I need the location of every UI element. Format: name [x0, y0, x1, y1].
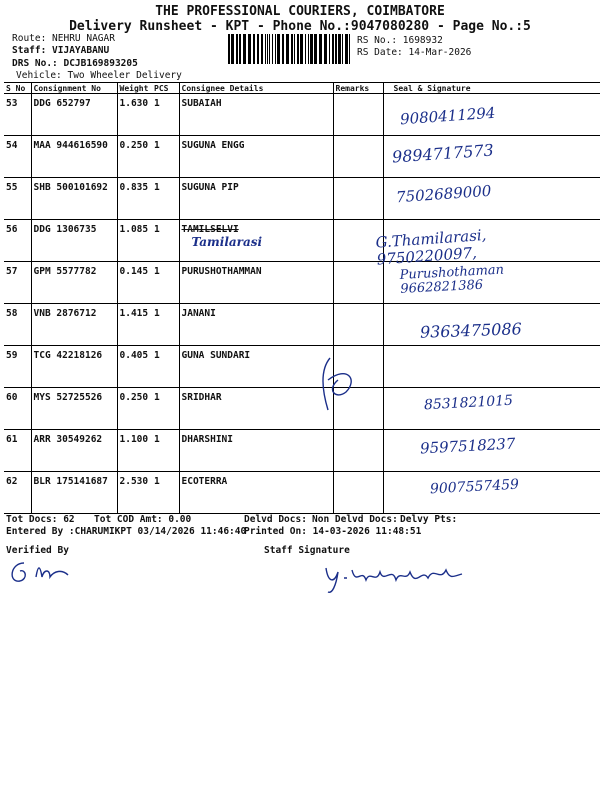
row-pcs-text: 1 — [154, 140, 160, 151]
row-consignment-no-text: MAA 944616590 — [33, 140, 108, 151]
row-pcs-text: 1 — [154, 392, 160, 403]
handwritten-signature-entry: 9007557459 — [429, 476, 520, 498]
row-sno-text: 61 — [6, 434, 18, 445]
col-consignee: Consignee Details — [179, 83, 333, 94]
drs-number: DRS No.: DCJB169893205 — [12, 58, 138, 69]
row-sno — [4, 430, 31, 472]
row-consignee-text: GUNA SUNDARI — [181, 350, 251, 361]
staff-label: Staff: VIJAYABANU — [12, 45, 110, 56]
row-pcs-text: 1 — [154, 308, 160, 319]
row-pcs — [152, 388, 179, 430]
verifier-signature-icon — [6, 555, 76, 590]
row-consignment-no-text: BLR 175141687 — [33, 476, 108, 487]
row-consignment-no — [31, 220, 117, 262]
row-consignment-no-text: SHB 500101692 — [33, 182, 108, 193]
row-consignee-text: SUBAIAH — [181, 98, 222, 109]
row-weight — [117, 136, 152, 178]
row-weight — [117, 262, 152, 304]
row-consignee-text: ECOTERRA — [181, 476, 228, 487]
row-consignment-no — [31, 262, 117, 304]
row-consignee-text: SUGUNA PIP — [181, 182, 239, 193]
row-pcs — [152, 430, 179, 472]
row-weight-text: 1.085 — [119, 224, 149, 235]
row-consignee-text: JANANI — [181, 308, 216, 319]
row-pcs — [152, 220, 179, 262]
row-remarks — [333, 472, 383, 514]
row-pcs — [152, 346, 179, 388]
row-consignee-text: PURUSHOTHAMMAN — [181, 266, 262, 277]
row-consignee — [179, 220, 333, 262]
handwritten-signature-entry: 9080411294 — [399, 103, 496, 129]
row-sno — [4, 346, 31, 388]
col-sno: S No — [4, 83, 31, 94]
row-consignee — [179, 388, 333, 430]
table-row — [4, 346, 600, 388]
row-weight-text: 1.415 — [119, 308, 149, 319]
tot-cod-amount: Tot COD Amt: 0.00 — [94, 514, 192, 525]
printed-on: Printed On: 14-03-2026 11:48:51 — [244, 526, 422, 537]
row-pcs — [152, 472, 179, 514]
row-consignee — [179, 94, 333, 136]
row-remarks — [333, 262, 383, 304]
table-header-row — [4, 83, 600, 94]
tot-docs: Tot Docs: 62 — [6, 514, 75, 525]
row-remarks — [333, 178, 383, 220]
row-weight — [117, 430, 152, 472]
row-sno-text: 59 — [6, 350, 18, 361]
row-sno — [4, 472, 31, 514]
row-seal-signature — [383, 346, 600, 388]
row-sno — [4, 178, 31, 220]
row-pcs — [152, 262, 179, 304]
row-consignment-no — [31, 178, 117, 220]
row-weight-text: 0.405 — [119, 350, 149, 361]
row-consignee — [179, 178, 333, 220]
row-pcs — [152, 94, 179, 136]
row-weight — [117, 388, 152, 430]
row-sno-text: 55 — [6, 182, 18, 193]
row-consignment-no-text: VNB 2876712 — [33, 308, 97, 319]
row-consignment-no — [31, 94, 117, 136]
col-seal-signature: Seal & Signature — [383, 83, 600, 94]
row-pcs — [152, 136, 179, 178]
row-consignment-no-text: GPM 5577782 — [33, 266, 97, 277]
row-remarks — [333, 136, 383, 178]
verified-by-label: Verified By — [6, 545, 69, 556]
handwritten-signature-entry: 7502689000 — [395, 181, 492, 207]
scribble-signature-icon — [318, 350, 368, 420]
rs-date: RS Date: 14-Mar-2026 — [357, 47, 472, 58]
row-remarks — [333, 304, 383, 346]
row-consignment-no — [31, 472, 117, 514]
row-consignee — [179, 262, 333, 304]
row-consignee-text: TAMILSELVI — [181, 224, 239, 235]
row-weight — [117, 178, 152, 220]
vehicle-label: Vehicle: Two Wheeler Delivery — [16, 70, 182, 81]
rs-number: RS No.: 1698932 — [357, 35, 443, 46]
runsheet-title: Delivery Runsheet - KPT - Phone No.:9047080280 - Page No.:5 — [69, 19, 531, 34]
row-consignee — [179, 472, 333, 514]
row-weight-text: 0.250 — [119, 392, 149, 403]
row-weight — [117, 304, 152, 346]
row-weight-text: 1.100 — [119, 434, 149, 445]
row-remarks — [333, 430, 383, 472]
table-row — [4, 136, 600, 178]
row-consignment-no-text: MYS 52725526 — [33, 392, 103, 403]
entered-by: Entered By :CHARUMIKPT 03/14/2026 11:46:40 — [6, 526, 247, 537]
row-sno — [4, 220, 31, 262]
handwritten-signature-entry: Purushothaman 9662821386 — [399, 262, 505, 298]
handwritten-signature-entry: 9363475086 — [419, 319, 523, 342]
delivery-points: Delvy Pts: — [400, 514, 458, 525]
row-pcs-text: 1 — [154, 98, 160, 109]
handwritten-signature-entry: G.Thamilarasi, 9750220097, — [375, 225, 487, 269]
row-sno-text: 58 — [6, 308, 18, 319]
row-sno — [4, 262, 31, 304]
row-weight — [117, 472, 152, 514]
row-consignment-no-text: DDG 652797 — [33, 98, 91, 109]
col-weight: Weight — [117, 83, 152, 94]
row-weight-text: 2.530 — [119, 476, 149, 487]
row-weight — [117, 94, 152, 136]
staff-signature-icon — [322, 558, 472, 598]
row-sno-text: 54 — [6, 140, 18, 151]
row-consignment-no-text: ARR 30549262 — [33, 434, 103, 445]
row-consignment-no — [31, 346, 117, 388]
row-consignment-no-text: TCG 42218126 — [33, 350, 103, 361]
row-pcs-text: 1 — [154, 350, 160, 361]
row-sno-text: 62 — [6, 476, 18, 487]
non-delivered-docs: Non Delvd Docs: — [312, 514, 398, 525]
row-consignee — [179, 346, 333, 388]
row-pcs-text: 1 — [154, 182, 160, 193]
row-weight-text: 0.145 — [119, 266, 149, 277]
row-consignee-text: DHARSHINI — [181, 434, 233, 445]
col-remarks: Remarks — [333, 83, 383, 94]
row-weight — [117, 346, 152, 388]
barcode-icon — [228, 34, 352, 64]
row-consignment-no — [31, 430, 117, 472]
col-pcs: PCS — [152, 83, 179, 94]
row-pcs — [152, 304, 179, 346]
row-remarks — [333, 94, 383, 136]
row-weight — [117, 220, 152, 262]
row-weight-text: 0.250 — [119, 140, 149, 151]
row-sno — [4, 388, 31, 430]
row-pcs-text: 1 — [154, 434, 160, 445]
row-pcs-text: 1 — [154, 224, 160, 235]
row-consignment-no — [31, 388, 117, 430]
row-consignee — [179, 430, 333, 472]
handwritten-signature-entry: 9597518237 — [419, 434, 516, 458]
handwritten-signature-entry: 9894717573 — [391, 140, 495, 167]
staff-signature-label: Staff Signature — [264, 545, 350, 556]
row-pcs-text: 1 — [154, 476, 160, 487]
row-sno — [4, 304, 31, 346]
row-pcs — [152, 178, 179, 220]
row-consignee — [179, 136, 333, 178]
row-consignment-no-text: DDG 1306735 — [33, 224, 97, 235]
row-sno-text: 56 — [6, 224, 18, 235]
table-row — [4, 178, 600, 220]
row-consignment-no — [31, 136, 117, 178]
company-title: THE PROFESSIONAL COURIERS, COIMBATORE — [155, 4, 445, 19]
row-consignment-no — [31, 304, 117, 346]
row-weight-text: 1.630 — [119, 98, 149, 109]
row-consignee-text: SUGUNA ENGG — [181, 140, 245, 151]
handwritten-signature-entry: 8531821015 — [423, 392, 514, 414]
delivered-docs: Delvd Docs: — [244, 514, 307, 525]
row-weight-text: 0.835 — [119, 182, 149, 193]
row-sno — [4, 136, 31, 178]
handwritten-consignee-name: Tamilarasi — [191, 235, 263, 249]
row-sno-text: 60 — [6, 392, 18, 403]
row-consignee — [179, 304, 333, 346]
row-sno — [4, 94, 31, 136]
col-consignment: Consignment No — [31, 83, 117, 94]
route-label: Route: NEHRU NAGAR — [12, 33, 115, 44]
row-pcs-text: 1 — [154, 266, 160, 277]
row-sno-text: 57 — [6, 266, 18, 277]
row-consignee-text: SRIDHAR — [181, 392, 222, 403]
table-row — [4, 94, 600, 136]
row-sno-text: 53 — [6, 98, 18, 109]
